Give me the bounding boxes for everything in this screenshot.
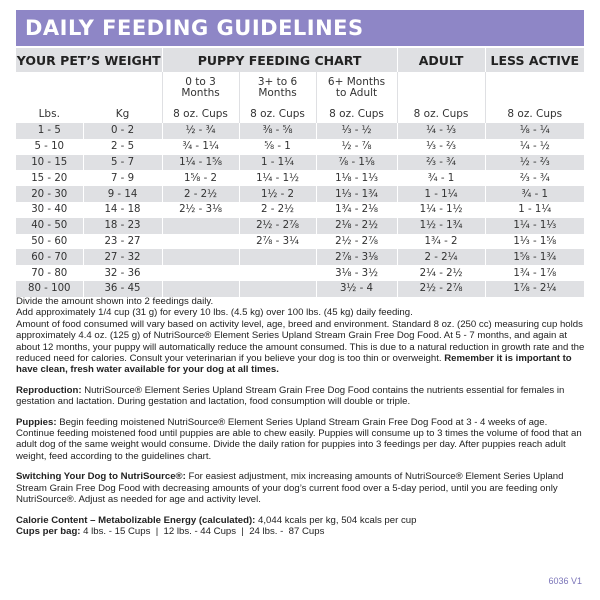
- table-cell: 15 - 20: [16, 170, 83, 186]
- puppy-age-0: 0 to 3 Months: [162, 72, 239, 104]
- table-cell: ⅛ - ¼: [485, 123, 584, 139]
- table-cell: ⅝ - 1: [239, 139, 316, 155]
- table-cell: [239, 281, 316, 297]
- table-cell: 2⅞ - 3¼: [239, 234, 316, 250]
- table-cell: [239, 249, 316, 265]
- table-cell: 2⅞ - 3⅛: [316, 249, 397, 265]
- unit-cell: Lbs.: [16, 104, 83, 123]
- table-row: [16, 265, 584, 281]
- table-cell: ⅓ - ½: [316, 123, 397, 139]
- table-cell: 1⅝ - 1¾: [485, 249, 584, 265]
- table-cell: ¼ - ½: [485, 139, 584, 155]
- table-cell: 80 - 100: [16, 281, 83, 297]
- table-row: [16, 218, 584, 234]
- unit-cell: 8 oz. Cups: [239, 104, 316, 123]
- table-cell: 1⅞ - 2¼: [485, 281, 584, 297]
- table-cell: 2½ - 3⅛: [162, 202, 239, 218]
- table-cell: 1¾ - 2⅛: [316, 202, 397, 218]
- table-cell: 1⅛ - 1⅓: [316, 170, 397, 186]
- table-cell: 2 - 5: [83, 139, 162, 155]
- blank-cell: [16, 72, 83, 104]
- table-row: [16, 186, 584, 202]
- table-cell: 1 - 1¼: [239, 155, 316, 171]
- table-cell: 5 - 7: [83, 155, 162, 171]
- table-cell: 1¼ - 1⅝: [162, 155, 239, 171]
- table-cell: 30 - 40: [16, 202, 83, 218]
- table-cell: 32 - 36: [83, 265, 162, 281]
- note-puppies: Puppies: Begin feeding moistened NutriSource® Element Series Upland Stream Grain Free Dog Food at 3 - 4 weeks of age. Continue feeding moistened food until puppies are able to chew easily. Puppies will consume up to 3 times the volume of food that an adult dog of the same weight would consume. Divide the daily ration for puppies into 3 feedings per day. After puppies reach adult weight, feed according to the guidelines chart.: [16, 416, 582, 462]
- unit-cell: 8 oz. Cups: [397, 104, 485, 123]
- table-cell: [162, 249, 239, 265]
- table-row: [16, 234, 584, 250]
- note-amount: Amount of food consumed will vary based on activity level, age, breed and environment. Standard 8 oz. (250 cc) measuring cup holds approximately 4.4 oz. (125 g) of NutriSource® Element Series Upland Stream Grain Free Dog Food. At 5 - 7 months, and again at about 12 months, your puppy will automatically reduce the amount consumed. This is due to a natural reduction in growth rate and the reduced need for calories. Consult your veterinarian if you believe your dog is too thin or overweight. Remember it is important to have clean, fresh water available for your dog at all times.: [16, 318, 585, 376]
- table-cell: 36 - 45: [83, 281, 162, 297]
- table-cell: ⅓ - ⅔: [397, 139, 485, 155]
- table-cell: 1½ - 2: [239, 186, 316, 202]
- table-cell: [239, 265, 316, 281]
- table-cell: 1 - 1¼: [485, 202, 584, 218]
- table-cell: 1¼ - 1½: [239, 170, 316, 186]
- table-cell: 10 - 15: [16, 155, 83, 171]
- note-feedings: Divide the amount shown into 2 feedings daily.: [16, 296, 214, 307]
- table-cell: [162, 281, 239, 297]
- note-calories: Calorie Content – Metabolizable Energy (calculated): 4,044 kcals per kg, 504 kcals per cup: [16, 514, 417, 526]
- table-cell: [162, 234, 239, 250]
- table-cell: 1¼ - 1½: [397, 202, 485, 218]
- table-cell: 3⅛ - 3½: [316, 265, 397, 281]
- table-cell: ½ - ¾: [162, 123, 239, 139]
- table-cell: 9 - 14: [83, 186, 162, 202]
- table-cell: 1½ - 1¾: [397, 218, 485, 234]
- table-cell: ¾ - 1: [397, 170, 485, 186]
- unit-cell: 8 oz. Cups: [162, 104, 239, 123]
- table-cell: 70 - 80: [16, 265, 83, 281]
- table-row: [16, 281, 584, 297]
- less-active-header: LESS ACTIVE: [485, 48, 584, 72]
- blank-cell: [83, 72, 162, 104]
- blank-cell: [485, 72, 584, 104]
- note-water: Remember it is important to have clean, fresh water available for your dog at all times.: [16, 353, 572, 376]
- table-cell: [162, 265, 239, 281]
- unit-cell: 8 oz. Cups: [316, 104, 397, 123]
- table-cell: 1¾ - 2: [397, 234, 485, 250]
- table-cell: ½ - ⅞: [316, 139, 397, 155]
- note-cups-per-bag: Cups per bag: 4 lbs. - 15 Cups | 12 lbs. - 44 Cups | 24 lbs. - 87 Cups: [16, 525, 325, 537]
- table-cell: 0 - 2: [83, 123, 162, 139]
- table-row: [16, 123, 584, 139]
- table-cell: 2⅛ - 2½: [316, 218, 397, 234]
- table-cell: [162, 218, 239, 234]
- feeding-table: [16, 48, 584, 297]
- table-cell: 18 - 23: [83, 218, 162, 234]
- document-code: 6036 V1: [548, 576, 582, 586]
- table-cell: 40 - 50: [16, 218, 83, 234]
- table-cell: ⅔ - ¾: [397, 155, 485, 171]
- unit-cell: Kg: [83, 104, 162, 123]
- table-cell: 2 - 2½: [162, 186, 239, 202]
- feeding-notes: [16, 296, 586, 537]
- units-row: [16, 104, 584, 123]
- table-row: [16, 139, 584, 155]
- table-cell: 60 - 70: [16, 249, 83, 265]
- puppy-age-2: 6+ Months to Adult: [316, 72, 397, 104]
- table-cell: 2 - 2¼: [397, 249, 485, 265]
- table-cell: 2½ - 2⅞: [316, 234, 397, 250]
- table-cell: ⅞ - 1⅛: [316, 155, 397, 171]
- table-cell: 2½ - 2⅞: [239, 218, 316, 234]
- table-cell: 2¼ - 2½: [397, 265, 485, 281]
- table-cell: 2 - 2½: [239, 202, 316, 218]
- adult-header: ADULT: [397, 48, 485, 72]
- blank-cell: [397, 72, 485, 104]
- table-cell: 1⅓ - 1¾: [316, 186, 397, 202]
- table-cell: ½ - ⅔: [485, 155, 584, 171]
- table-cell: 1 - 1¼: [397, 186, 485, 202]
- table-cell: ¼ - ⅓: [397, 123, 485, 139]
- table-cell: ⅔ - ¾: [485, 170, 584, 186]
- table-cell: 1⅝ - 2: [162, 170, 239, 186]
- table-cell: 23 - 27: [83, 234, 162, 250]
- table-cell: 5 - 10: [16, 139, 83, 155]
- table-cell: 14 - 18: [83, 202, 162, 218]
- table-row: [16, 155, 584, 171]
- table-cell: 27 - 32: [83, 249, 162, 265]
- table-cell: 50 - 60: [16, 234, 83, 250]
- table-cell: 1⅓ - 1⅝: [485, 234, 584, 250]
- table-row: [16, 249, 584, 265]
- table-cell: 3½ - 4: [316, 281, 397, 297]
- puppy-age-1: 3+ to 6 Months: [239, 72, 316, 104]
- table-cell: 7 - 9: [83, 170, 162, 186]
- puppy-header: PUPPY FEEDING CHART: [162, 48, 397, 72]
- note-reproduction: Reproduction: NutriSource® Element Series Upland Stream Grain Free Dog Food contains the nutrients essential for females in gestation and lactation. During gestation and lactation, food consumption will double or triple.: [16, 384, 565, 408]
- page-title: DAILY FEEDING GUIDELINES: [16, 10, 584, 46]
- table-row: [16, 170, 584, 186]
- table-cell: ¾ - 1¼: [162, 139, 239, 155]
- table-cell: ⅜ - ⅝: [239, 123, 316, 139]
- table-row: [16, 202, 584, 218]
- table-cell: 1 - 5: [16, 123, 83, 139]
- table-cell: 1¾ - 1⅞: [485, 265, 584, 281]
- table-cell: 20 - 30: [16, 186, 83, 202]
- note-switching: Switching Your Dog to NutriSource®: For easiest adjustment, mix increasing amounts of NutriSource® Element Series Upland Stream Grain Free Dog Food with decreasing amounts of your dog’s current food over a 5-day period, until you are feeding only NutriSource®. Adjust as needed for age and activity level.: [16, 471, 564, 506]
- note-extra: Add approximately 1/4 cup (31 g) for every 10 lbs. (4.5 kg) over 100 lbs. (45 kg) daily feeding.: [16, 307, 413, 319]
- unit-cell: 8 oz. Cups: [485, 104, 584, 123]
- weight-header: YOUR PET’S WEIGHT: [16, 48, 162, 72]
- table-cell: 1¼ - 1⅓: [485, 218, 584, 234]
- table-cell: ¾ - 1: [485, 186, 584, 202]
- table-cell: 2½ - 2⅞: [397, 281, 485, 297]
